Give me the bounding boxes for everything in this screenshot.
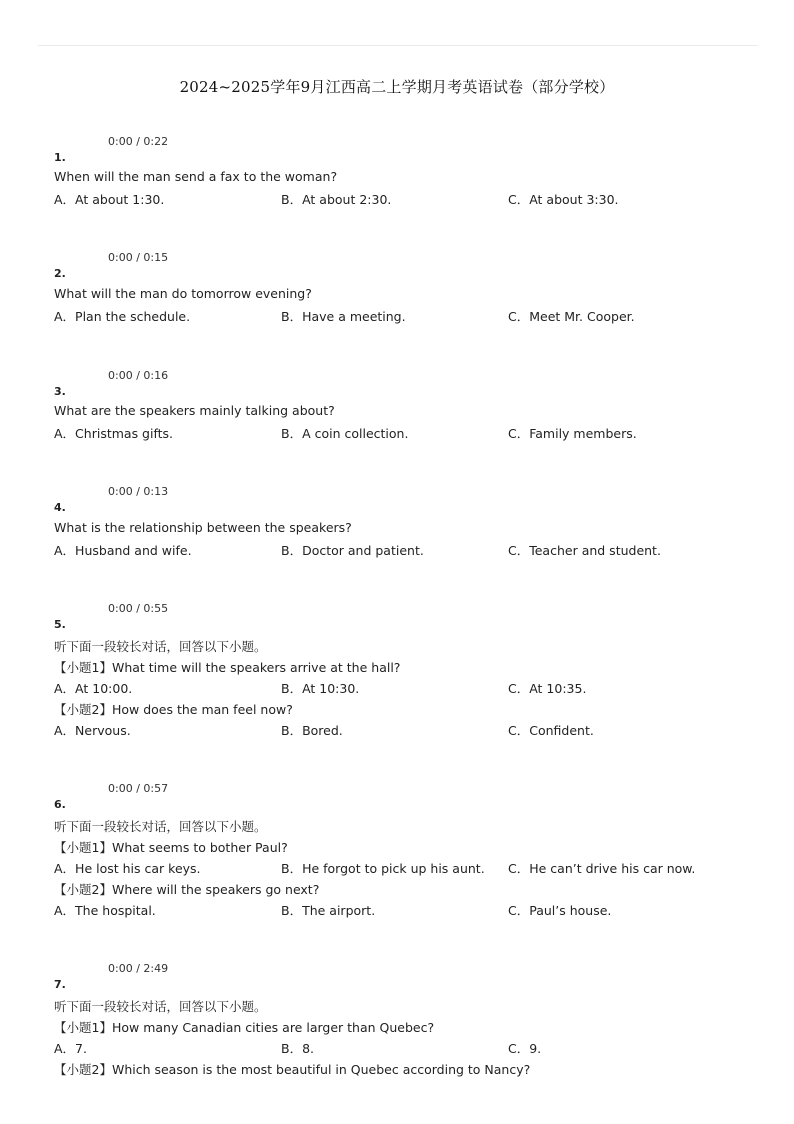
option-b[interactable]: B．He forgot to pick up his aunt. [281, 861, 485, 876]
question-number: 1. [54, 151, 66, 164]
option-b[interactable]: B．At 10:30. [281, 681, 360, 696]
section-intro: 听下面一段较长对话，回答以下小题。 [54, 999, 267, 1014]
option-a[interactable]: A．He lost his car keys. [54, 861, 201, 876]
section-intro: 听下面一段较长对话，回答以下小题。 [54, 639, 267, 654]
audio-time: 0:00 / 0:55 [108, 602, 169, 615]
subquestion-prompt: 【小题1】What seems to bother Paul? [54, 840, 288, 855]
subquestion-prompt: 【小题2】How does the man feel now? [54, 702, 293, 717]
audio-time: 0:00 / 0:22 [108, 135, 169, 148]
option-a[interactable]: A．At about 1:30. [54, 192, 165, 207]
option-c[interactable]: C．9. [508, 1041, 542, 1056]
option-c[interactable]: C．He can’t drive his car now. [508, 861, 696, 876]
question-number: 4. [54, 501, 66, 514]
question-prompt: What is the relationship between the speakers? [54, 520, 352, 535]
option-b[interactable]: B．A coin collection. [281, 426, 409, 441]
section-intro: 听下面一段较长对话，回答以下小题。 [54, 819, 267, 834]
option-c[interactable]: C．Teacher and student. [508, 543, 661, 558]
audio-time: 0:00 / 2:49 [108, 962, 169, 975]
option-c[interactable]: C．At about 3:30. [508, 192, 619, 207]
option-c[interactable]: C．Paul’s house. [508, 903, 612, 918]
option-a[interactable]: A．At 10:00. [54, 681, 133, 696]
option-a[interactable]: A．7. [54, 1041, 87, 1056]
option-a[interactable]: A．Christmas gifts. [54, 426, 174, 441]
option-c[interactable]: C．Meet Mr. Cooper. [508, 309, 635, 324]
option-b[interactable]: B．Doctor and patient. [281, 543, 424, 558]
option-b[interactable]: B．Bored. [281, 723, 343, 738]
header-divider [38, 45, 758, 46]
subquestion-prompt: 【小题2】Where will the speakers go next? [54, 882, 320, 897]
subquestion-prompt: 【小题1】How many Canadian cities are larger than Quebec? [54, 1020, 435, 1035]
option-c[interactable]: C．Family members. [508, 426, 637, 441]
question-number: 6. [54, 798, 66, 811]
option-a[interactable]: A．Nervous. [54, 723, 131, 738]
question-number: 7. [54, 978, 66, 991]
option-c[interactable]: C．At 10:35. [508, 681, 587, 696]
option-b[interactable]: B．8. [281, 1041, 315, 1056]
question-number: 5. [54, 618, 66, 631]
question-prompt: When will the man send a fax to the woman? [54, 169, 338, 184]
question-number: 2. [54, 267, 66, 280]
audio-time: 0:00 / 0:15 [108, 251, 169, 264]
audio-time: 0:00 / 0:16 [108, 369, 169, 382]
page-title: 2024~2025学年9月江西高二上学期月考英语试卷（部分学校） [179, 78, 615, 96]
audio-time: 0:00 / 0:57 [108, 782, 169, 795]
option-c[interactable]: C．Confident. [508, 723, 594, 738]
option-b[interactable]: B．At about 2:30. [281, 192, 392, 207]
option-a[interactable]: A．The hospital. [54, 903, 156, 918]
option-b[interactable]: B．Have a meeting. [281, 309, 406, 324]
option-a[interactable]: A．Husband and wife. [54, 543, 192, 558]
audio-time: 0:00 / 0:13 [108, 485, 169, 498]
question-number: 3. [54, 385, 66, 398]
subquestion-prompt: 【小题2】Which season is the most beautiful in Quebec according to Nancy? [54, 1062, 531, 1077]
question-prompt: What are the speakers mainly talking about? [54, 403, 335, 418]
option-a[interactable]: A．Plan the schedule. [54, 309, 191, 324]
question-prompt: What will the man do tomorrow evening? [54, 286, 312, 301]
subquestion-prompt: 【小题1】What time will the speakers arrive at the hall? [54, 660, 401, 675]
option-b[interactable]: B．The airport. [281, 903, 376, 918]
